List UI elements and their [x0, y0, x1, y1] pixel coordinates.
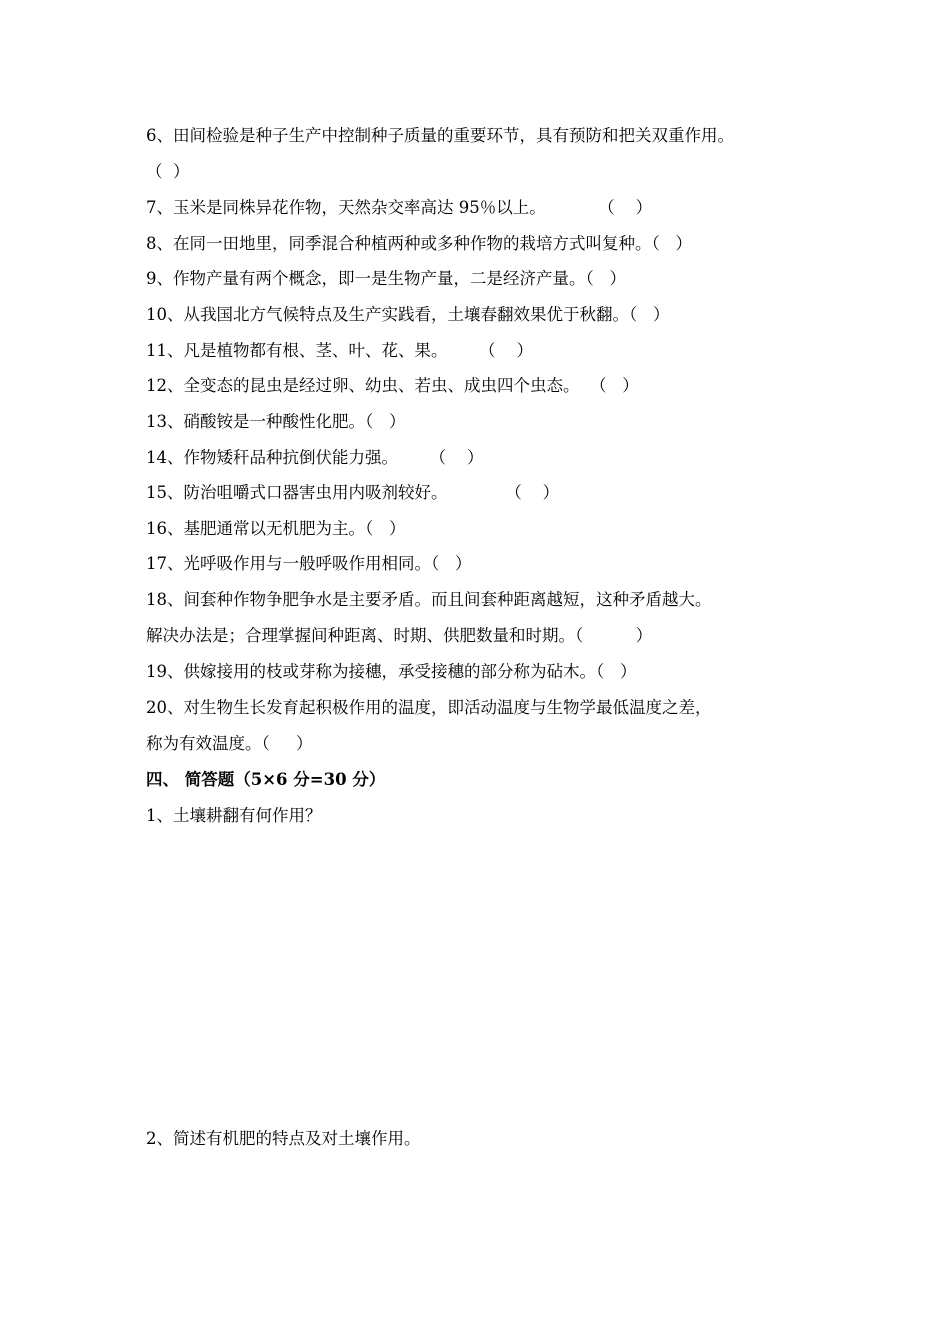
- question-17: 17、光呼吸作用与一般呼吸作用相同。（ ）: [146, 554, 472, 573]
- question-7: 7、玉米是同株异花作物，天然杂交率高达 95％以上。 （ ）: [146, 198, 653, 217]
- section-4-heading: 四、 简答题（5×6 分=30 分）: [146, 770, 386, 789]
- question-16: 16、基肥通常以无机肥为主。（ ）: [146, 519, 406, 538]
- question-19: 19、供嫁接用的枝或芽称为接穗，承受接穗的部分称为砧木。（ ）: [146, 662, 637, 681]
- question-18-line-2: 解决办法是；合理掌握间种距离、时期、供肥数量和时期。（ ）: [146, 626, 653, 645]
- question-20-line-1: 20、对生物生长发育起积极作用的温度，即活动温度与生物学最低温度之差，: [146, 698, 712, 717]
- question-11: 11、凡是植物都有根、茎、叶、花、果。 （ ）: [146, 341, 533, 360]
- question-12: 12、全变态的昆虫是经过卵、幼虫、若虫、成虫四个虫态。 （ ）: [146, 376, 639, 395]
- question-6-line-2: （ ）: [146, 162, 190, 181]
- short-answer-2: 2、简述有机肥的特点及对土壤作用。: [146, 1129, 421, 1148]
- question-18-line-1: 18、间套种作物争肥争水是主要矛盾。而且间套种距离越短，这种矛盾越大。: [146, 590, 712, 609]
- question-20-line-2: 称为有效温度。（ ）: [146, 734, 313, 753]
- question-9: 9、作物产量有两个概念，即一是生物产量，二是经济产量。（ ）: [146, 269, 626, 288]
- question-13: 13、硝酸铵是一种酸性化肥。（ ）: [146, 412, 406, 431]
- question-6-line-1: 6、田间检验是种子生产中控制种子质量的重要环节，具有预防和把关双重作用。: [146, 126, 734, 145]
- question-10: 10、从我国北方气候特点及生产实践看，土壤春翻效果优于秋翻。（ ）: [146, 305, 670, 324]
- question-8: 8、在同一田地里，同季混合种植两种或多种作物的栽培方式叫复种。（ ）: [146, 234, 692, 253]
- question-14: 14、作物矮秆品种抗倒伏能力强。 （ ）: [146, 448, 484, 467]
- question-15: 15、防治咀嚼式口器害虫用内吸剂较好。 （ ）: [146, 483, 560, 502]
- short-answer-1: 1、土壤耕翻有何作用？: [146, 806, 322, 825]
